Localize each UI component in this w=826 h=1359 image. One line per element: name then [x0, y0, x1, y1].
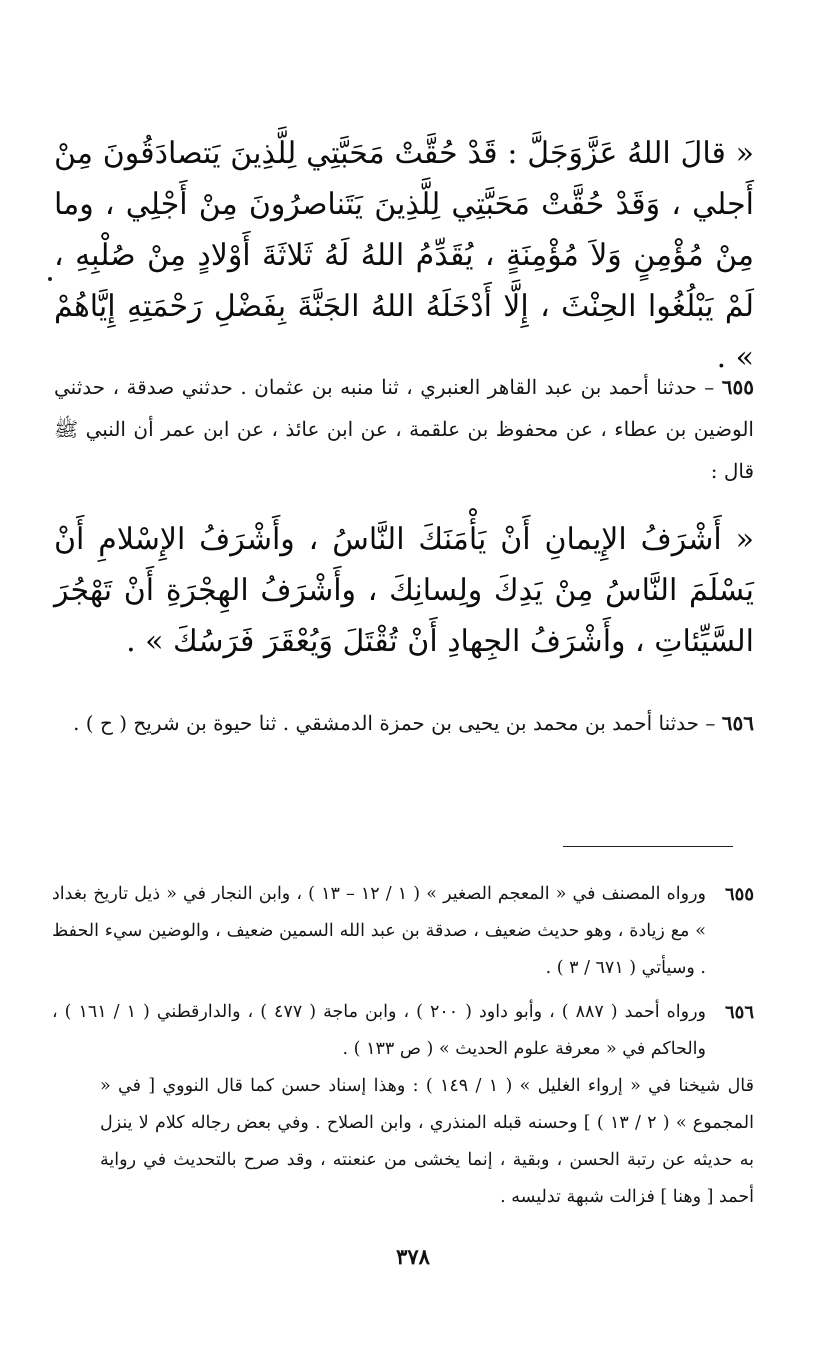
- footnote-number-656: ٦٥٦: [724, 1002, 754, 1023]
- hadith-number-655: ٦٥٥: [721, 375, 754, 399]
- footnote-656-text: ورواه أحمد ( ٨٨٧ ) ، وأبو داود ( ٢٠٠ ) ، وابن ماجة ( ٤٧٧ ) ، والدارقطني ( ١ / ١٦١ ) ، والحاكم في « معرفة علوم الحديث » ( ص ١٣٣ ) .: [52, 1002, 707, 1059]
- footnote-656-continuation: قال شيخنا في « إرواء الغليل » ( ١ / ١٤٩ ) : وهذا إسناد حسن كما قال النووي [ في « المجموع » ( ٢ / ١٣ ) ] وحسنه قبله المنذري ، وابن الصلاح . وفي بعض رجاله كلام لا ينزل به حديثه عن رتبة الحسن ، وبقية ، إنما يخشى من عنعنته ، وقد صرح بالتحديث في رواية أحمد [ وهنا ] فزالت شبهة تدليسه .: [100, 1076, 754, 1207]
- isnad-655-text: – حدثنا أحمد بن عبد القاهر العنبري ، ثنا منبه بن عثمان . حدثني صدقة ، حدثني الوضين بن عطاء ، عن محفوظ بن علقمة ، عن ابن عائذ ، عن ابن عمر أن النبي ﷺ قال :: [54, 375, 754, 483]
- footnote-655: [52, 876, 754, 987]
- footnote-separator: [563, 846, 733, 847]
- hadith-655-text: [54, 514, 754, 667]
- page-number: ٣٧٨: [396, 1244, 430, 1269]
- isnad-655: [54, 366, 754, 492]
- hadith-655-body: « أَشْرَفُ الإِيمانِ أَنْ يَأْمَنَكَ النَّاسُ ، وأَشْرَفُ الإِسْلامِ أَنْ يَسْلَمَ النَّاسُ مِنْ يَدِكَ ولِسانِكَ ، وأَشْرَفُ الهِجْرَةِ أَنْ تَهْجُرَ السَّيِّئاتِ ، وأَشْرَفُ الجِهادِ أَنْ تُقْتَلَ وَيُعْقَرَ فَرَسُكَ » .: [54, 522, 754, 659]
- isnad-656: [54, 702, 754, 744]
- footnote-number-655: ٦٥٥: [724, 884, 754, 905]
- margin-mark: [48, 277, 52, 281]
- hadith-number-656: ٦٥٦: [721, 711, 754, 735]
- isnad-656-text: – حدثنا أحمد بن محمد بن يحيى بن حمزة الدمشقي . ثنا حيوة بن شريح ( ح ) .: [73, 711, 716, 735]
- footnote-655-text: ورواه المصنف في « المعجم الصغير » ( ١ / ١٢ – ١٣ ) ، وابن النجار في « ذيل تاريخ بغداد » مع زيادة ، وهو حديث ضعيف ، صدقة بن عبد الله السمين ضعيف ، والوضين سيء الحفظ . وسيأتي ( ٦٧١ / ٣ ) .: [52, 884, 706, 978]
- hadith-654-text: [54, 128, 754, 383]
- footnote-656: [52, 994, 754, 1068]
- hadith-654-body: « قالَ اللهُ عَزَّوَجَلَّ : قَدْ حُقَّتْ مَحَبَّتِي لِلَّذِينَ يَتصادَقُونَ مِنْ أَجلي ، وَقَدْ حُقَّتْ مَحَبَّتِي لِلَّذِينَ يَتَناصرُونَ مِنْ أَجْلِي ، وما مِنْ مُؤْمِنٍ وَلاَ مُؤْمِنَةٍ ، يُقَدِّمُ اللهُ لَهُ ثَلاثَةَ أَوْلادٍ مِنْ صُلْبِهِ ، لَمْ يَبْلُغُوا الحِنْثَ ، إِلَّا أَدْخَلَهُ اللهُ الجَنَّةَ بِفَضْلِ رَحْمَتِهِ إِيَّاهُمْ » .: [54, 136, 754, 375]
